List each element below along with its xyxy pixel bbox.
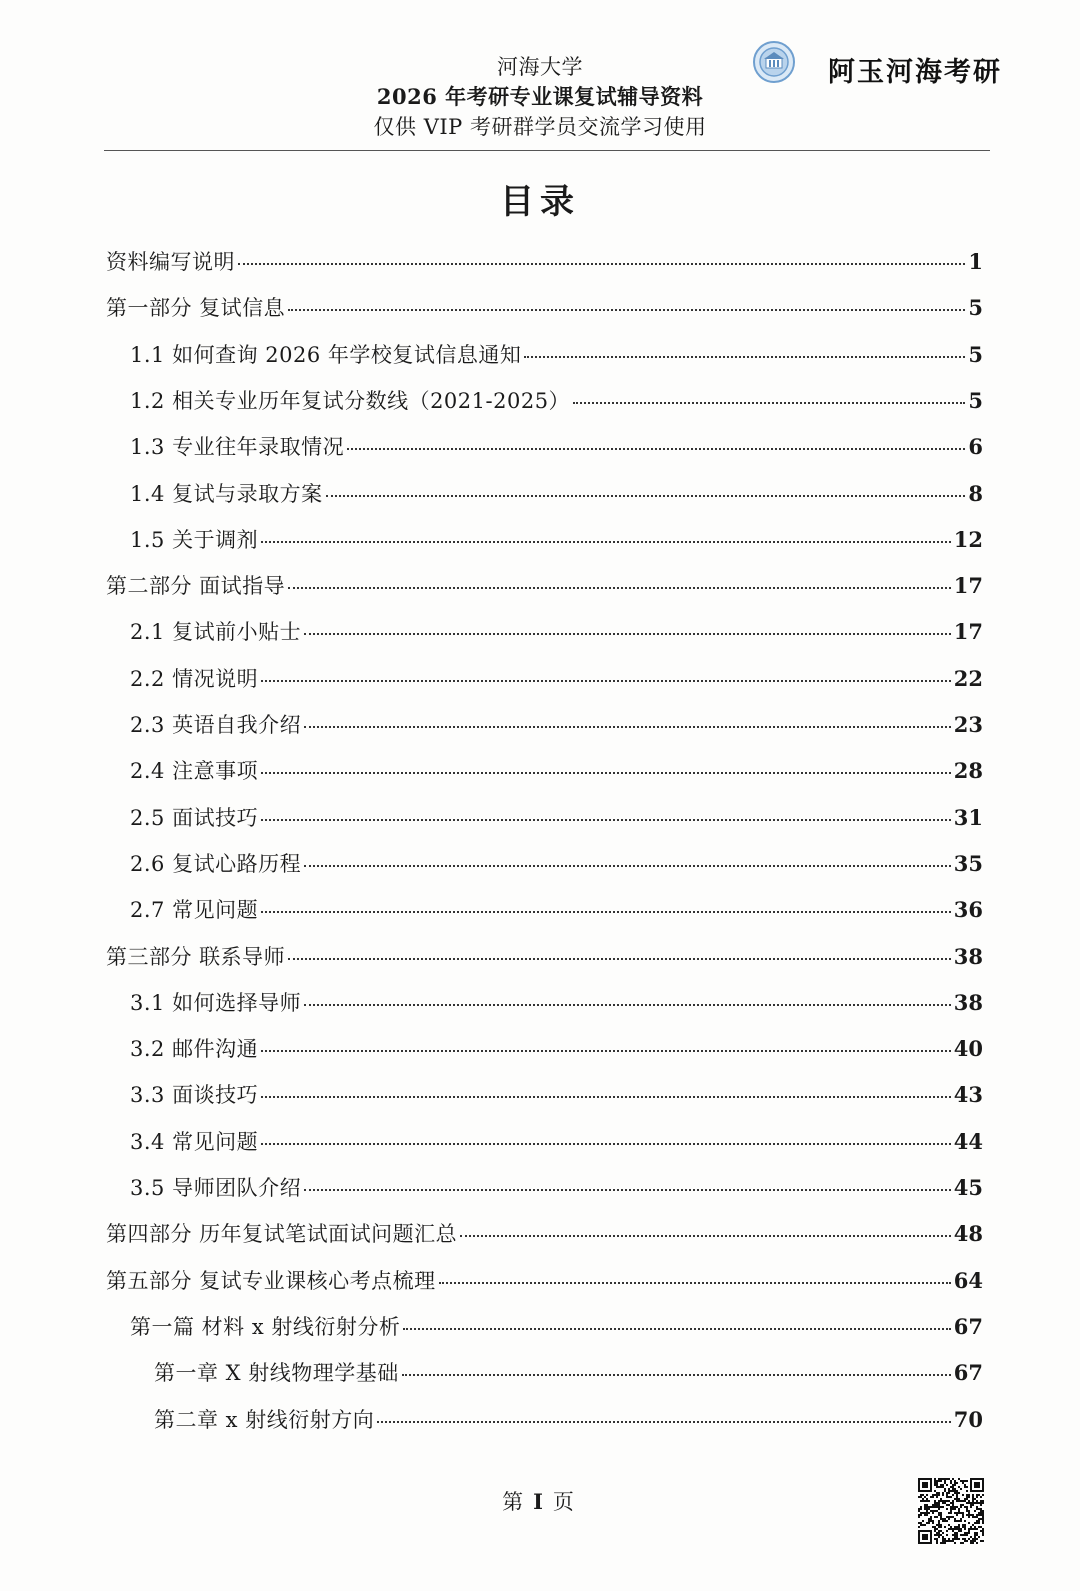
toc-leader-dots bbox=[238, 263, 965, 265]
toc-entry-page: 22 bbox=[953, 665, 983, 691]
toc-entry-page: 6 bbox=[968, 434, 983, 460]
toc-leader-dots bbox=[460, 1235, 951, 1237]
toc-entry-label: 第五部分 复试专业课核心考点梳理 bbox=[106, 1268, 436, 1293]
toc-entry-label: 3.5 导师团队介绍 bbox=[130, 1176, 302, 1200]
toc-entry-page: 45 bbox=[953, 1175, 983, 1200]
toc-entry[interactable] bbox=[106, 570, 983, 604]
toc-entry[interactable] bbox=[106, 246, 983, 280]
toc-entry[interactable] bbox=[106, 292, 983, 326]
toc-entry-page: 35 bbox=[953, 850, 983, 876]
toc-leader-dots bbox=[347, 448, 965, 450]
toc-leader-dots bbox=[261, 1050, 951, 1052]
toc-leader-dots bbox=[288, 587, 951, 589]
toc-entry[interactable] bbox=[130, 1172, 983, 1206]
toc-entry-label: 第四部分 历年复试笔试面试问题汇总 bbox=[106, 1222, 458, 1247]
toc-entry[interactable] bbox=[130, 848, 983, 882]
toc-entry-page: 70 bbox=[953, 1406, 983, 1432]
toc-entry-label: 1.4 复试与录取方案 bbox=[130, 481, 323, 506]
toc-entry[interactable] bbox=[130, 802, 983, 836]
toc-leader-dots bbox=[288, 958, 951, 960]
toc-entry-page: 31 bbox=[953, 804, 983, 830]
toc-entry-label: 2.1 复试前小贴士 bbox=[130, 620, 302, 645]
toc-leader-dots bbox=[261, 680, 951, 682]
toc-entry-label: 2.4 注意事项 bbox=[130, 759, 259, 784]
toc-entry-label: 2.6 复试心路历程 bbox=[130, 851, 302, 876]
toc-leader-dots bbox=[304, 726, 951, 728]
header-divider bbox=[104, 150, 990, 151]
toc-entry-label: 3.4 常见问题 bbox=[130, 1129, 259, 1154]
toc-entry-page: 67 bbox=[953, 1360, 983, 1386]
toc-entry-page: 67 bbox=[953, 1313, 983, 1339]
toc-leader-dots bbox=[573, 402, 965, 404]
toc-entry-page: 12 bbox=[953, 526, 983, 552]
toc-entry-label: 1.1 如何查询 2026 年学校复试信息通知 bbox=[130, 342, 522, 367]
toc-leader-dots bbox=[304, 1004, 951, 1006]
toc-entry-label: 第二部分 面试指导 bbox=[106, 574, 286, 599]
toc-entry-label: 资料编写说明 bbox=[106, 250, 235, 274]
toc-entry-page: 43 bbox=[953, 1082, 983, 1108]
toc-entry[interactable] bbox=[130, 1033, 983, 1067]
toc-entry-label: 3.2 邮件沟通 bbox=[130, 1037, 259, 1062]
toc-entry-label: 第二章 x 射线衍射方向 bbox=[154, 1407, 375, 1432]
toc-entry[interactable] bbox=[106, 1218, 983, 1252]
university-seal-icon bbox=[752, 40, 796, 84]
toc-leader-dots bbox=[261, 911, 951, 913]
toc-entry[interactable] bbox=[130, 431, 983, 465]
toc-entry[interactable] bbox=[106, 941, 983, 975]
toc-entry-label: 2.5 面试技巧 bbox=[130, 805, 259, 830]
toc-entry-page: 36 bbox=[953, 897, 983, 923]
toc-entry-page: 8 bbox=[968, 480, 983, 506]
toc-entry-label: 1.5 关于调剂 bbox=[130, 527, 259, 552]
toc-entry[interactable] bbox=[130, 478, 983, 512]
toc-entry[interactable] bbox=[130, 987, 983, 1021]
toc-leader-dots bbox=[261, 541, 951, 543]
toc-leader-dots bbox=[402, 1374, 951, 1376]
toc-entry-page: 5 bbox=[968, 387, 983, 413]
toc-entry[interactable] bbox=[154, 1404, 983, 1438]
toc-entry-page: 5 bbox=[968, 341, 983, 367]
toc-leader-dots bbox=[304, 1189, 951, 1191]
toc-entry-label: 3.1 如何选择导师 bbox=[130, 990, 302, 1015]
toc-entry-page: 64 bbox=[953, 1267, 983, 1293]
toc-leader-dots bbox=[403, 1328, 950, 1330]
toc-entry-label: 2.3 英语自我介绍 bbox=[130, 713, 302, 737]
toc-entry-label: 1.3 专业往年录取情况 bbox=[130, 435, 345, 460]
toc-entry-page: 44 bbox=[953, 1128, 983, 1154]
toc-entry-page: 38 bbox=[953, 943, 983, 969]
toc-entry[interactable] bbox=[130, 709, 983, 743]
toc-entry-page: 28 bbox=[953, 758, 983, 784]
toc-leader-dots bbox=[261, 819, 951, 821]
toc-entry[interactable] bbox=[130, 663, 983, 697]
header-usage-note: 仅供 VIP 考研群学员交流学习使用 bbox=[373, 115, 707, 139]
toc-entry-label: 第一章 X 射线物理学基础 bbox=[154, 1361, 399, 1386]
toc-entry-page: 23 bbox=[953, 712, 983, 737]
toc-entry-page: 48 bbox=[953, 1221, 983, 1247]
header-material-title: 2026 年考研专业课复试辅导资料 bbox=[376, 84, 704, 109]
header-university: 河海大学 bbox=[497, 55, 583, 79]
toc-entry-label: 2.7 常见问题 bbox=[130, 898, 259, 923]
toc-leader-dots bbox=[261, 1096, 951, 1098]
footer-page-number: I bbox=[533, 1489, 547, 1514]
toc-leader-dots bbox=[439, 1282, 951, 1284]
toc-leader-dots bbox=[261, 772, 951, 774]
toc-entry-page: 40 bbox=[953, 1036, 983, 1062]
toc-entry-page: 38 bbox=[953, 989, 983, 1015]
toc-entry[interactable] bbox=[130, 385, 983, 419]
toc-entry-page: 5 bbox=[968, 295, 983, 321]
toc-entry-label: 第一篇 材料 x 射线衍射分析 bbox=[130, 1314, 401, 1339]
footer-suffix: 页 bbox=[552, 1490, 578, 1514]
toc-entry[interactable] bbox=[130, 616, 983, 650]
toc-entry[interactable] bbox=[130, 1079, 983, 1113]
footer-prefix: 第 bbox=[502, 1490, 528, 1514]
toc-entry-page: 17 bbox=[953, 573, 983, 599]
toc-entry[interactable] bbox=[106, 1265, 983, 1299]
toc-entry-label: 第三部分 联系导师 bbox=[106, 944, 286, 969]
toc-entry[interactable] bbox=[130, 1126, 983, 1160]
toc-entry[interactable] bbox=[130, 894, 983, 928]
toc-leader-dots bbox=[377, 1421, 951, 1423]
toc-entry[interactable] bbox=[130, 339, 983, 373]
toc-entry-label: 3.3 面谈技巧 bbox=[130, 1083, 259, 1108]
toc-entry[interactable] bbox=[130, 755, 983, 789]
toc-leader-dots bbox=[326, 495, 966, 497]
toc-leader-dots bbox=[304, 865, 951, 867]
toc-entry[interactable] bbox=[130, 1311, 983, 1345]
toc-entry-label: 第一部分 复试信息 bbox=[106, 296, 286, 321]
toc-entry-page: 1 bbox=[968, 249, 983, 274]
toc-entry[interactable] bbox=[154, 1357, 983, 1391]
toc-entry[interactable] bbox=[130, 524, 983, 558]
toc-leader-dots bbox=[304, 633, 951, 635]
toc-entry-label: 1.2 相关专业历年复试分数线（2021-2025） bbox=[130, 388, 571, 413]
toc-leader-dots bbox=[261, 1143, 951, 1145]
brand-name: 阿玉河海考研 bbox=[828, 57, 1002, 88]
toc-entry-label: 2.2 情况说明 bbox=[130, 666, 259, 691]
toc-entry-page: 17 bbox=[953, 619, 983, 645]
toc-title: 目录 bbox=[500, 182, 580, 222]
qr-code-icon bbox=[918, 1478, 984, 1544]
toc-leader-dots bbox=[524, 356, 965, 358]
toc-leader-dots bbox=[288, 309, 965, 311]
